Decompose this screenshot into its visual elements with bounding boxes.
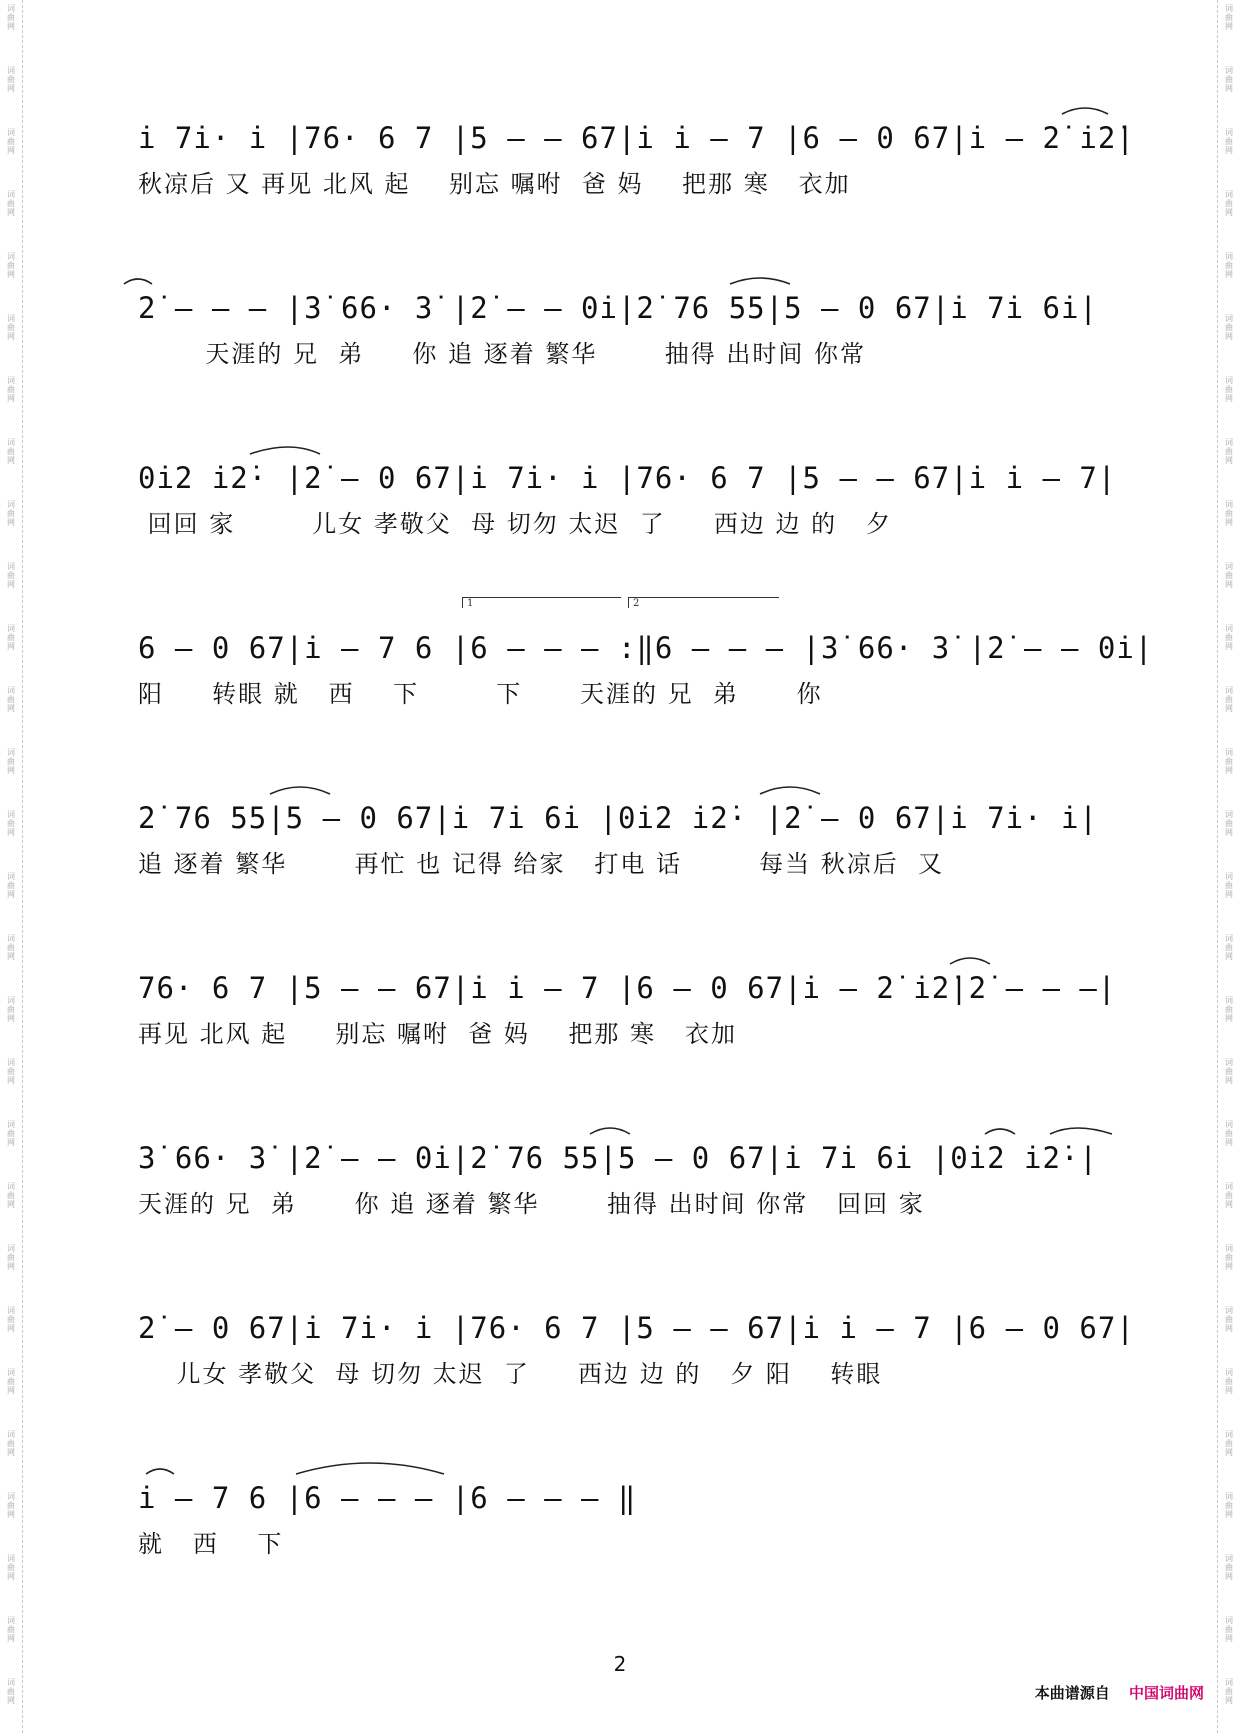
watermark-text: 词 曲 网: [7, 1554, 15, 1581]
watermark-text: 词 曲 网: [1225, 1616, 1233, 1643]
watermark-text: 词 曲 网: [7, 996, 15, 1023]
watermark-text: 词 曲 网: [1225, 1182, 1233, 1209]
watermark-text: 词 曲 网: [7, 128, 15, 155]
lyrics-line: 天涯的 兄 弟 你 追 逐着 繁华 抽得 出时间 你常 回回 家: [138, 1190, 925, 1218]
source-credit: [1035, 1682, 1204, 1703]
watermark-text: 词 曲 网: [1225, 562, 1233, 589]
watermark-text: 词 曲 网: [1225, 810, 1233, 837]
watermark-text: 词 曲 网: [7, 1678, 15, 1705]
lyrics-line: 天涯的 兄 弟 你 追 逐着 繁华 抽得 出时间 你常: [138, 340, 866, 368]
second-ending-bracket: [628, 597, 779, 608]
notes-line: 2̇ — — — |3̇ 66· 3̇ |2̇ — — 0i̇|2̇ 76 55|5 — 0 67|i̇ 7i̇ 6i̇|: [138, 291, 1098, 325]
watermark-text: 词 曲 网: [1225, 1554, 1233, 1581]
watermark-text: 词 曲 网: [1225, 314, 1233, 341]
watermark-text: 词 曲 网: [1225, 996, 1233, 1023]
lyrics-line: 就 西 下: [138, 1530, 284, 1558]
watermark-text: 词 曲 网: [1225, 748, 1233, 775]
lyrics-line: 回回 家 儿女 孝敬父 母 切勿 太迟 了 西边 边 的 夕: [138, 510, 892, 538]
watermark-text: 词 曲 网: [7, 748, 15, 775]
watermark-text: 词 曲 网: [1225, 686, 1233, 713]
lyrics-line: 儿女 孝敬父 母 切勿 太迟 了 西边 边 的 夕 阳 转眼: [138, 1360, 883, 1388]
watermark-text: 词 曲 网: [1225, 128, 1233, 155]
watermark-text: 词 曲 网: [7, 624, 15, 651]
lyrics-line: 阳 转眼 就 西 下 下 天涯的 兄 弟 你: [138, 680, 823, 708]
watermark-text: 词 曲 网: [1225, 1244, 1233, 1271]
watermark-text: 词 曲 网: [7, 1058, 15, 1085]
watermark-text: 词 曲 网: [1225, 624, 1233, 651]
watermark-text: 词 曲 网: [1225, 1368, 1233, 1395]
first-ending-bracket: [462, 597, 621, 608]
lyrics-line: 再见 北风 起 别忘 嘱咐 爸 妈 把那 寒 衣加: [138, 1020, 737, 1048]
watermark-text: 词 曲 网: [1225, 1492, 1233, 1519]
source-prefix: 本曲谱源自: [1034, 1684, 1110, 1702]
first-ending-number: 1: [467, 598, 474, 609]
notes-line: 2̇ — 0 67|i̇ 7i̇· i̇ |76· 6 7 |5 — — 67|i̇ i̇ — 7 |6 — 0 67|: [138, 1311, 1135, 1345]
watermark-text: 词 曲 网: [1225, 376, 1233, 403]
watermark-text: 词 曲 网: [7, 934, 15, 961]
watermark-text: 词 曲 网: [7, 1306, 15, 1333]
notes-line: 3̇ 66· 3̇ |2̇ — — 0i̇|2̇ 76 55|5 — 0 67|i̇ 7i̇ 6i̇ |0i̇2 i̇2̇·|: [138, 1141, 1098, 1175]
watermark-text: 词 曲 网: [7, 686, 15, 713]
watermark-text: 词 曲 网: [7, 4, 15, 31]
watermark-text: 词 曲 网: [1225, 1058, 1233, 1085]
watermark-text: 词 曲 网: [1225, 4, 1233, 31]
watermark-text: 词 曲 网: [7, 500, 15, 527]
watermark-text: 词 曲 网: [1225, 1678, 1233, 1705]
watermark-text: 词 曲 网: [1225, 872, 1233, 899]
watermark-text: 词 曲 网: [1225, 438, 1233, 465]
watermark-text: 词 曲 网: [1225, 66, 1233, 93]
lyrics-line: 秋凉后 又 再见 北风 起 别忘 嘱咐 爸 妈 把那 寒 衣加: [138, 170, 851, 198]
watermark-text: 词 曲 网: [7, 1492, 15, 1519]
watermark-text: 词 曲 网: [7, 66, 15, 93]
watermark-text: 词 曲 网: [7, 810, 15, 837]
notes-line: i̇ 7i̇· i̇ |76· 6 7 |5 — — 67|i̇ i̇ — 7 |6 — 0 67|i̇ — 2̇ i̇2̇|: [138, 121, 1135, 155]
watermark-text: 词 曲 网: [7, 562, 15, 589]
watermark-text: 词 曲 网: [7, 1616, 15, 1643]
watermark-text: 词 曲 网: [1225, 500, 1233, 527]
watermark-text: 词 曲 网: [7, 1430, 15, 1457]
watermark-text: 词 曲 网: [7, 252, 15, 279]
watermark-text: 词 曲 网: [7, 438, 15, 465]
watermark-text: 词 曲 网: [7, 314, 15, 341]
watermark-text: 词 曲 网: [1225, 1430, 1233, 1457]
watermark-text: 词 曲 网: [1225, 1306, 1233, 1333]
notes-line: 6 — 0 67|i̇ — 7 6 |6 — — — :‖6 — — — |3̇ 66· 3̇ |2̇ — — 0i̇|: [138, 631, 1154, 665]
page-number: 2: [613, 1652, 627, 1676]
watermark-text: 词 曲 网: [7, 190, 15, 217]
lyrics-line: 追 逐着 繁华 再忙 也 记得 给家 打电 话 每当 秋凉后 又: [138, 850, 944, 878]
watermark-text: 词 曲 网: [7, 1368, 15, 1395]
watermark-text: 词 曲 网: [7, 1120, 15, 1147]
watermark-text: 词 曲 网: [7, 1182, 15, 1209]
notes-line: 2̇ 76 55|5 — 0 67|i̇ 7i̇ 6i̇ |0i̇2 i̇2̇· |2̇ — 0 67|i̇ 7i̇· i̇|: [138, 801, 1098, 835]
second-ending-number: 2: [633, 598, 640, 609]
watermark-text: 词 曲 网: [7, 376, 15, 403]
notes-line: i̇ — 7 6 |6 — — — |6 — — — ‖: [138, 1481, 637, 1515]
watermark-text: 词 曲 网: [7, 1244, 15, 1271]
watermark-text: 词 曲 网: [1225, 1120, 1233, 1147]
source-site-link[interactable]: 中国词曲网: [1128, 1684, 1204, 1702]
watermark-text: 词 曲 网: [1225, 934, 1233, 961]
watermark-text: 词 曲 网: [7, 872, 15, 899]
notes-line: 76· 6 7 |5 — — 67|i̇ i̇ — 7 |6 — 0 67|i̇ — 2̇ i̇2̇|2̇ — — —|: [138, 971, 1117, 1005]
watermark-text: 词 曲 网: [1225, 190, 1233, 217]
notes-line: 0i̇2 i̇2̇· |2̇ — 0 67|i̇ 7i̇· i̇ |76· 6 7 |5 — — 67|i̇ i̇ — 7|: [138, 461, 1117, 495]
watermark-text: 词 曲 网: [1225, 252, 1233, 279]
